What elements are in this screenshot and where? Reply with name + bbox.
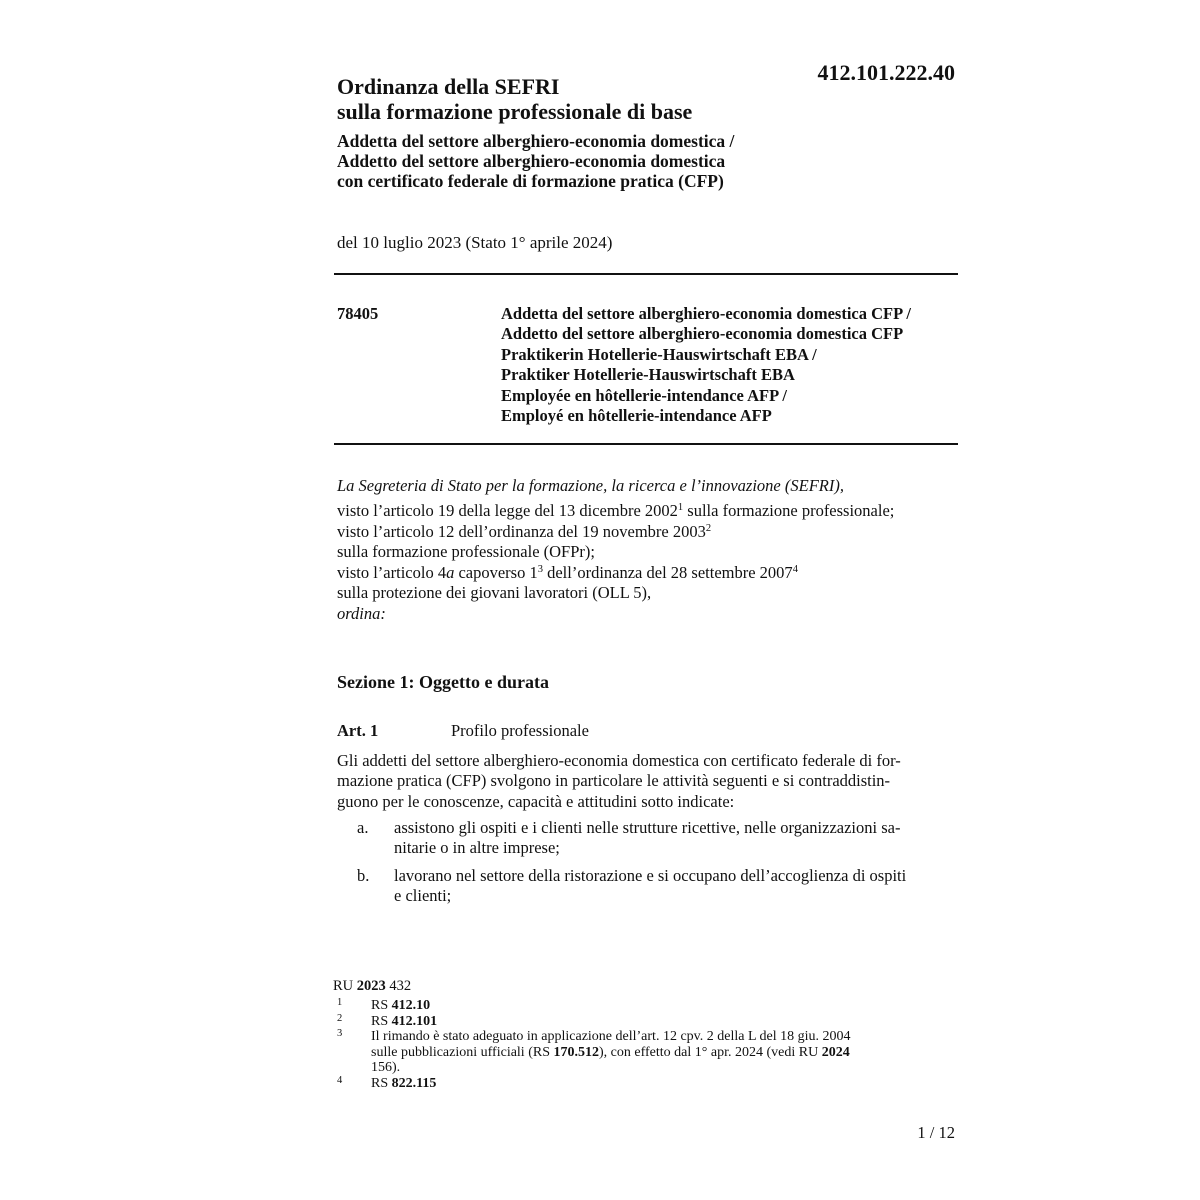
footnote-number: 4: [337, 1074, 343, 1086]
list-item-letter: a.: [357, 818, 369, 837]
footnote-prefix: RS: [371, 1013, 392, 1029]
footnote-ref[interactable]: 2: [705, 522, 712, 534]
article-label: Art. 1: [337, 721, 379, 740]
ru-prefix: RU: [333, 978, 354, 994]
footnote-text: sulle pubblicazioni ufficiali (RS: [371, 1044, 554, 1060]
occupation-title: Employé en hôtellerie-intendance AFP: [501, 406, 772, 426]
occupation-titles: [501, 304, 911, 426]
document-title: [337, 74, 692, 124]
title-line: sulla formazione professionale di base: [337, 99, 693, 124]
preamble-line: [337, 563, 894, 583]
footnote-ref-number[interactable]: 412.10: [391, 998, 431, 1013]
preamble-text: visto l’articolo 12 dell’ordinanza del 19 novembre 2003: [337, 521, 706, 541]
preamble-line: [337, 522, 894, 542]
subtitle-line: Addetto del settore alberghiero-economia domestica: [337, 151, 726, 171]
document-number: 412.101.222.40: [817, 60, 955, 85]
preamble-ordina: ordina:: [337, 604, 386, 624]
occupation-title: Praktiker Hotellerie-Hauswirtschaft EBA: [501, 365, 795, 385]
footnote-number: 3: [337, 1028, 343, 1039]
footnote-ref[interactable]: 4: [792, 563, 798, 575]
list-item-line: lavorano nel settore della ristorazione e si occupano dell’accoglienza di ospiti: [394, 866, 907, 885]
preamble-text: sulla formazione professionale;: [683, 501, 895, 521]
list-item-text: [394, 866, 906, 907]
footnote-prefix: RS: [371, 998, 392, 1013]
list-item-line: e clienti;: [394, 886, 452, 906]
footnote-ref-number[interactable]: 170.512: [553, 1044, 599, 1060]
footnote: [337, 1029, 957, 1076]
divider-top: [334, 273, 958, 275]
footnote-line: 156).: [371, 1060, 401, 1075]
footnotes: [337, 998, 957, 1091]
preamble-text: visto l’articolo 19 della legge del 13 dicembre 2002: [337, 501, 678, 521]
footnote: [337, 1076, 957, 1092]
occupation-title: Praktikerin Hotellerie-Hauswirtschaft EBA /: [501, 344, 817, 364]
occupation-title: Employée en hôtellerie-intendance AFP /: [501, 385, 787, 405]
title-line: Ordinanza della SEFRI: [337, 74, 560, 99]
occupation-title: Addetto del settore alberghiero-economia domestica CFP: [501, 324, 904, 344]
occupation-code: 78405: [337, 304, 379, 323]
footnote-ref[interactable]: 1: [677, 502, 684, 514]
article-body: [337, 751, 955, 812]
preamble: [337, 476, 894, 625]
preamble-text: a: [446, 562, 455, 582]
footnote-ref-number[interactable]: 822.115: [391, 1075, 437, 1091]
preamble-line: sulla protezione dei giovani lavoratori (OLL 5),: [337, 583, 652, 603]
document-subtitle: [337, 131, 734, 191]
ru-reference: [333, 978, 411, 995]
list-item-letter: b.: [357, 866, 370, 885]
article-body-line: mazione pratica (CFP) svolgono in particolare le attività seguenti e si contraddistin-: [337, 771, 891, 791]
footnote: [337, 1014, 957, 1030]
preamble-text: visto l’articolo 4: [337, 562, 447, 582]
preamble-text: dell’ordinanza del 28 settembre 2007: [542, 562, 793, 582]
footnote-line: Il rimando è stato adeguato in applicazione dell’art. 12 cpv. 2 della L del 18 giu. 2004: [371, 1029, 851, 1044]
footnote-number: 2: [337, 1012, 343, 1024]
footnote-ref-number[interactable]: 412.101: [391, 1013, 438, 1029]
footnote-number: 1: [337, 997, 343, 1008]
list-item-line: assistono gli ospiti e i clienti nelle strutture ricettive, nelle organizzazioni sa-: [394, 818, 901, 837]
article-body-line: guono per le conoscenze, capacità e attitudini sotto indicate:: [337, 791, 735, 811]
footnote: [337, 998, 957, 1014]
footnote-ref[interactable]: 3: [537, 563, 543, 575]
footnote-year: 2024: [821, 1044, 850, 1060]
divider-bottom: [334, 443, 958, 445]
preamble-authority: La Segreteria di Stato per la formazione, la ricerca e l’innovazione (SEFRI),: [337, 476, 844, 495]
article-title: Profilo professionale: [451, 721, 589, 740]
subtitle-line: con certificato federale di formazione pratica (CFP): [337, 171, 724, 191]
subtitle-line: Addetta del settore alberghiero-economia domestica /: [337, 131, 735, 151]
footnote-prefix: RS: [371, 1075, 392, 1091]
list-item-line: nitarie o in altre imprese;: [394, 838, 560, 858]
preamble-line: [337, 501, 894, 521]
preamble-line: sulla formazione professionale (OFPr);: [337, 542, 595, 562]
ru-year: 2023: [356, 978, 386, 994]
document-date: del 10 luglio 2023 (Stato 1° aprile 2024): [337, 233, 613, 252]
section-heading: Sezione 1: Oggetto e durata: [337, 672, 549, 692]
article-body-line: Gli addetti del settore alberghiero-economia domestica con certificato federale di for-: [337, 751, 901, 770]
footnote-text: ), con effetto dal 1° apr. 2024 (vedi RU: [599, 1044, 822, 1060]
page-number: 1 / 12: [917, 1123, 955, 1142]
preamble-text: capoverso 1: [454, 562, 538, 582]
footnote-line: [371, 1045, 957, 1061]
ru-page: 432: [389, 978, 412, 994]
occupation-title: Addetta del settore alberghiero-economia domestica CFP /: [501, 304, 911, 323]
list-item-text: [394, 818, 900, 859]
